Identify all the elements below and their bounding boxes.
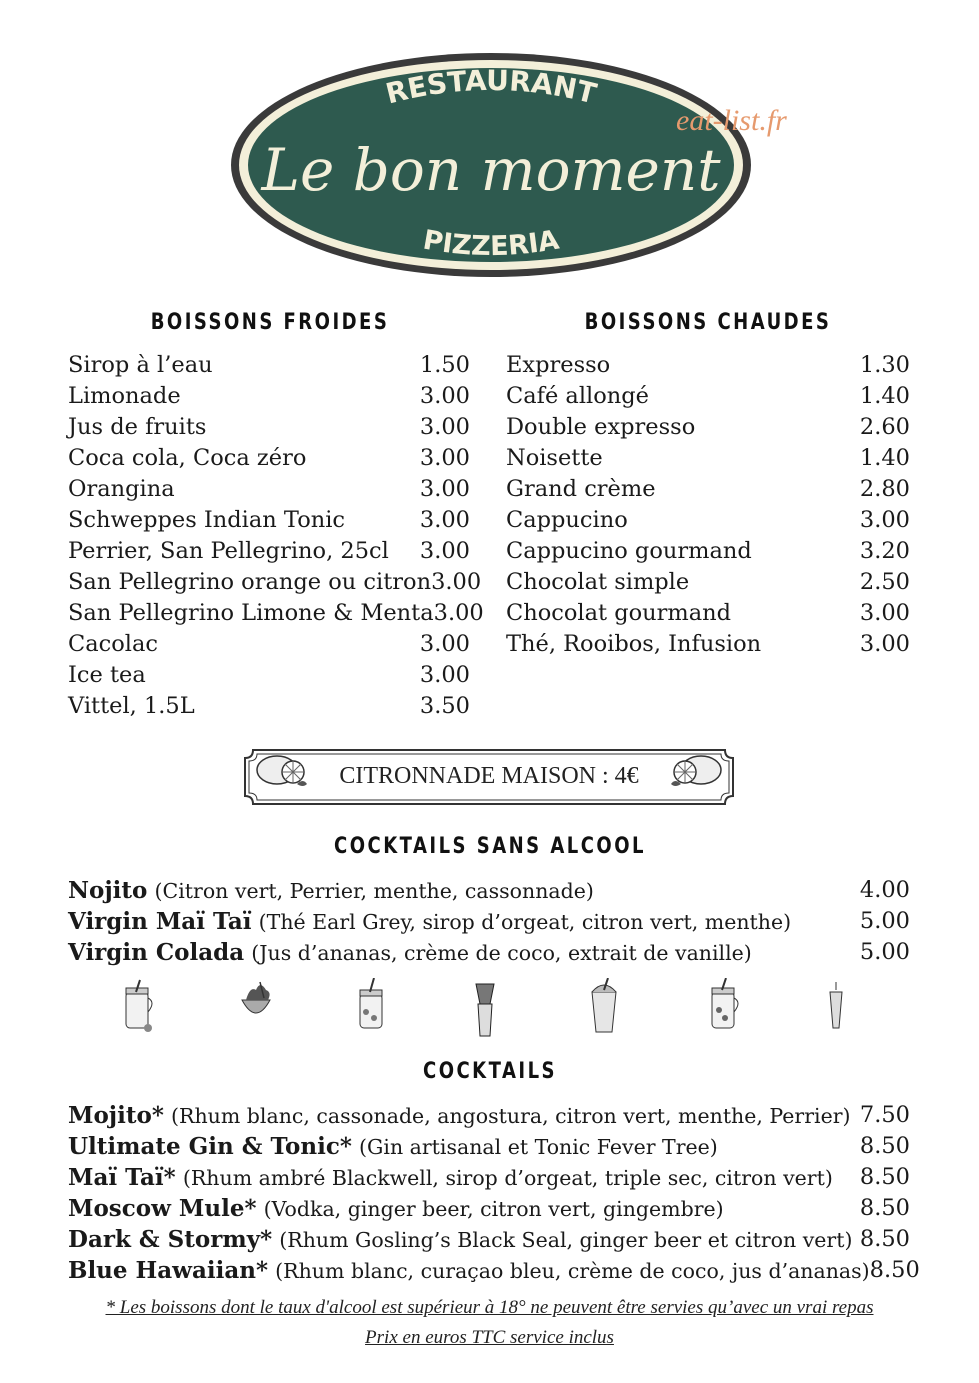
list-item: Thé, Rooibos, Infusion 3.00 [506, 631, 910, 657]
shot-glass-icon [826, 978, 846, 1034]
list-item: Blue Hawaiian* (Rhum blanc, curaçao bleu, crème de coco, jus d’ananas) 8.50 [68, 1257, 920, 1284]
lemonade-jar-icon [352, 978, 392, 1034]
alcohol-footnote: * Les boissons dont le taux d'alcool est supérieur à 18° ne peuvent être servies qu’avec un vrai repas [105, 1297, 874, 1318]
cold-drinks-title: BOISSONS FROIDES [150, 310, 390, 335]
list-item: Ice tea 3.00 [68, 662, 470, 688]
hot-drinks-title: BOISSONS CHAUDES [584, 310, 832, 335]
list-item: San Pellegrino Limone & Menta 3.00 [68, 600, 484, 626]
list-item: Schweppes Indian Tonic 3.00 [68, 507, 470, 533]
list-item: Coca cola, Coca zéro 3.00 [68, 445, 470, 471]
logo-name: Le bon moment [261, 136, 721, 204]
restaurant-logo [228, 50, 754, 280]
list-item: Café allongé 1.40 [506, 383, 910, 409]
list-item: Orangina 3.00 [68, 476, 470, 502]
mocktails-list [68, 875, 910, 968]
shaker-icon [470, 978, 500, 1038]
fruit-jar-icon [704, 978, 744, 1034]
cocktails-list [68, 1100, 920, 1286]
list-item: Dark & Stormy* (Rhum Gosling’s Black Seal, ginger beer et citron vert) 8.50 [68, 1226, 910, 1253]
cocktails-title: COCKTAILS [422, 1059, 557, 1084]
logo-top-text: RESTAURANT [382, 63, 600, 111]
price-footnote: Prix en euros TTC service inclus [365, 1327, 614, 1348]
list-item: Virgin Colada (Jus d’ananas, crème de coco, extrait de vanille) 5.00 [68, 939, 910, 966]
citronnade-banner [243, 748, 735, 806]
list-item: San Pellegrino orange ou citron 3.00 [68, 569, 482, 595]
list-item: Cacolac 3.00 [68, 631, 470, 657]
list-item: Limonade 3.00 [68, 383, 470, 409]
list-item: Virgin Maï Taï (Thé Earl Grey, sirop d’orgeat, citron vert, menthe) 5.00 [68, 908, 910, 935]
list-item: Cappucino 3.00 [506, 507, 910, 533]
logo-bottom-text: PIZZERIA [420, 224, 562, 263]
list-item: Moscow Mule* (Vodka, ginger beer, citron vert, gingembre) 8.50 [68, 1195, 910, 1222]
list-item: Vittel, 1.5L 3.50 [68, 693, 470, 719]
list-item: Cappucino gourmand 3.20 [506, 538, 910, 564]
hot-drinks-list [506, 350, 910, 660]
list-item: Nojito (Citron vert, Perrier, menthe, cassonnade) 4.00 [68, 877, 910, 904]
list-item: Ultimate Gin & Tonic* (Gin artisanal et Tonic Fever Tree) 8.50 [68, 1133, 910, 1160]
drink-icons-row [0, 978, 979, 1038]
cold-drinks-list [68, 350, 484, 722]
list-item: Sirop à l’eau 1.50 [68, 352, 470, 378]
lemon-icon [669, 748, 725, 792]
list-item: Expresso 1.30 [506, 352, 910, 378]
list-item: Jus de fruits 3.00 [68, 414, 470, 440]
frappe-glass-icon [586, 978, 622, 1034]
list-item: Chocolat simple 2.50 [506, 569, 910, 595]
list-item: Noisette 1.40 [506, 445, 910, 471]
list-item: Perrier, San Pellegrino, 25cl 3.00 [68, 538, 470, 564]
tiki-bowl-icon [236, 978, 276, 1028]
list-item: Grand crème 2.80 [506, 476, 910, 502]
mason-jar-icon [118, 978, 158, 1034]
list-item: Double expresso 2.60 [506, 414, 910, 440]
list-item: Maï Taï* (Rhum ambré Blackwell, sirop d’orgeat, triple sec, citron vert) 8.50 [68, 1164, 910, 1191]
watermark: eat-list.fr [676, 104, 787, 137]
mocktails-title: COCKTAILS SANS ALCOOL [333, 834, 646, 859]
citronnade-text: CITRONNADE MAISON : 4€ [339, 763, 639, 789]
list-item: Chocolat gourmand 3.00 [506, 600, 910, 626]
list-item: Mojito* (Rhum blanc, cassonade, angostura, citron vert, menthe, Perrier) 7.50 [68, 1102, 910, 1129]
